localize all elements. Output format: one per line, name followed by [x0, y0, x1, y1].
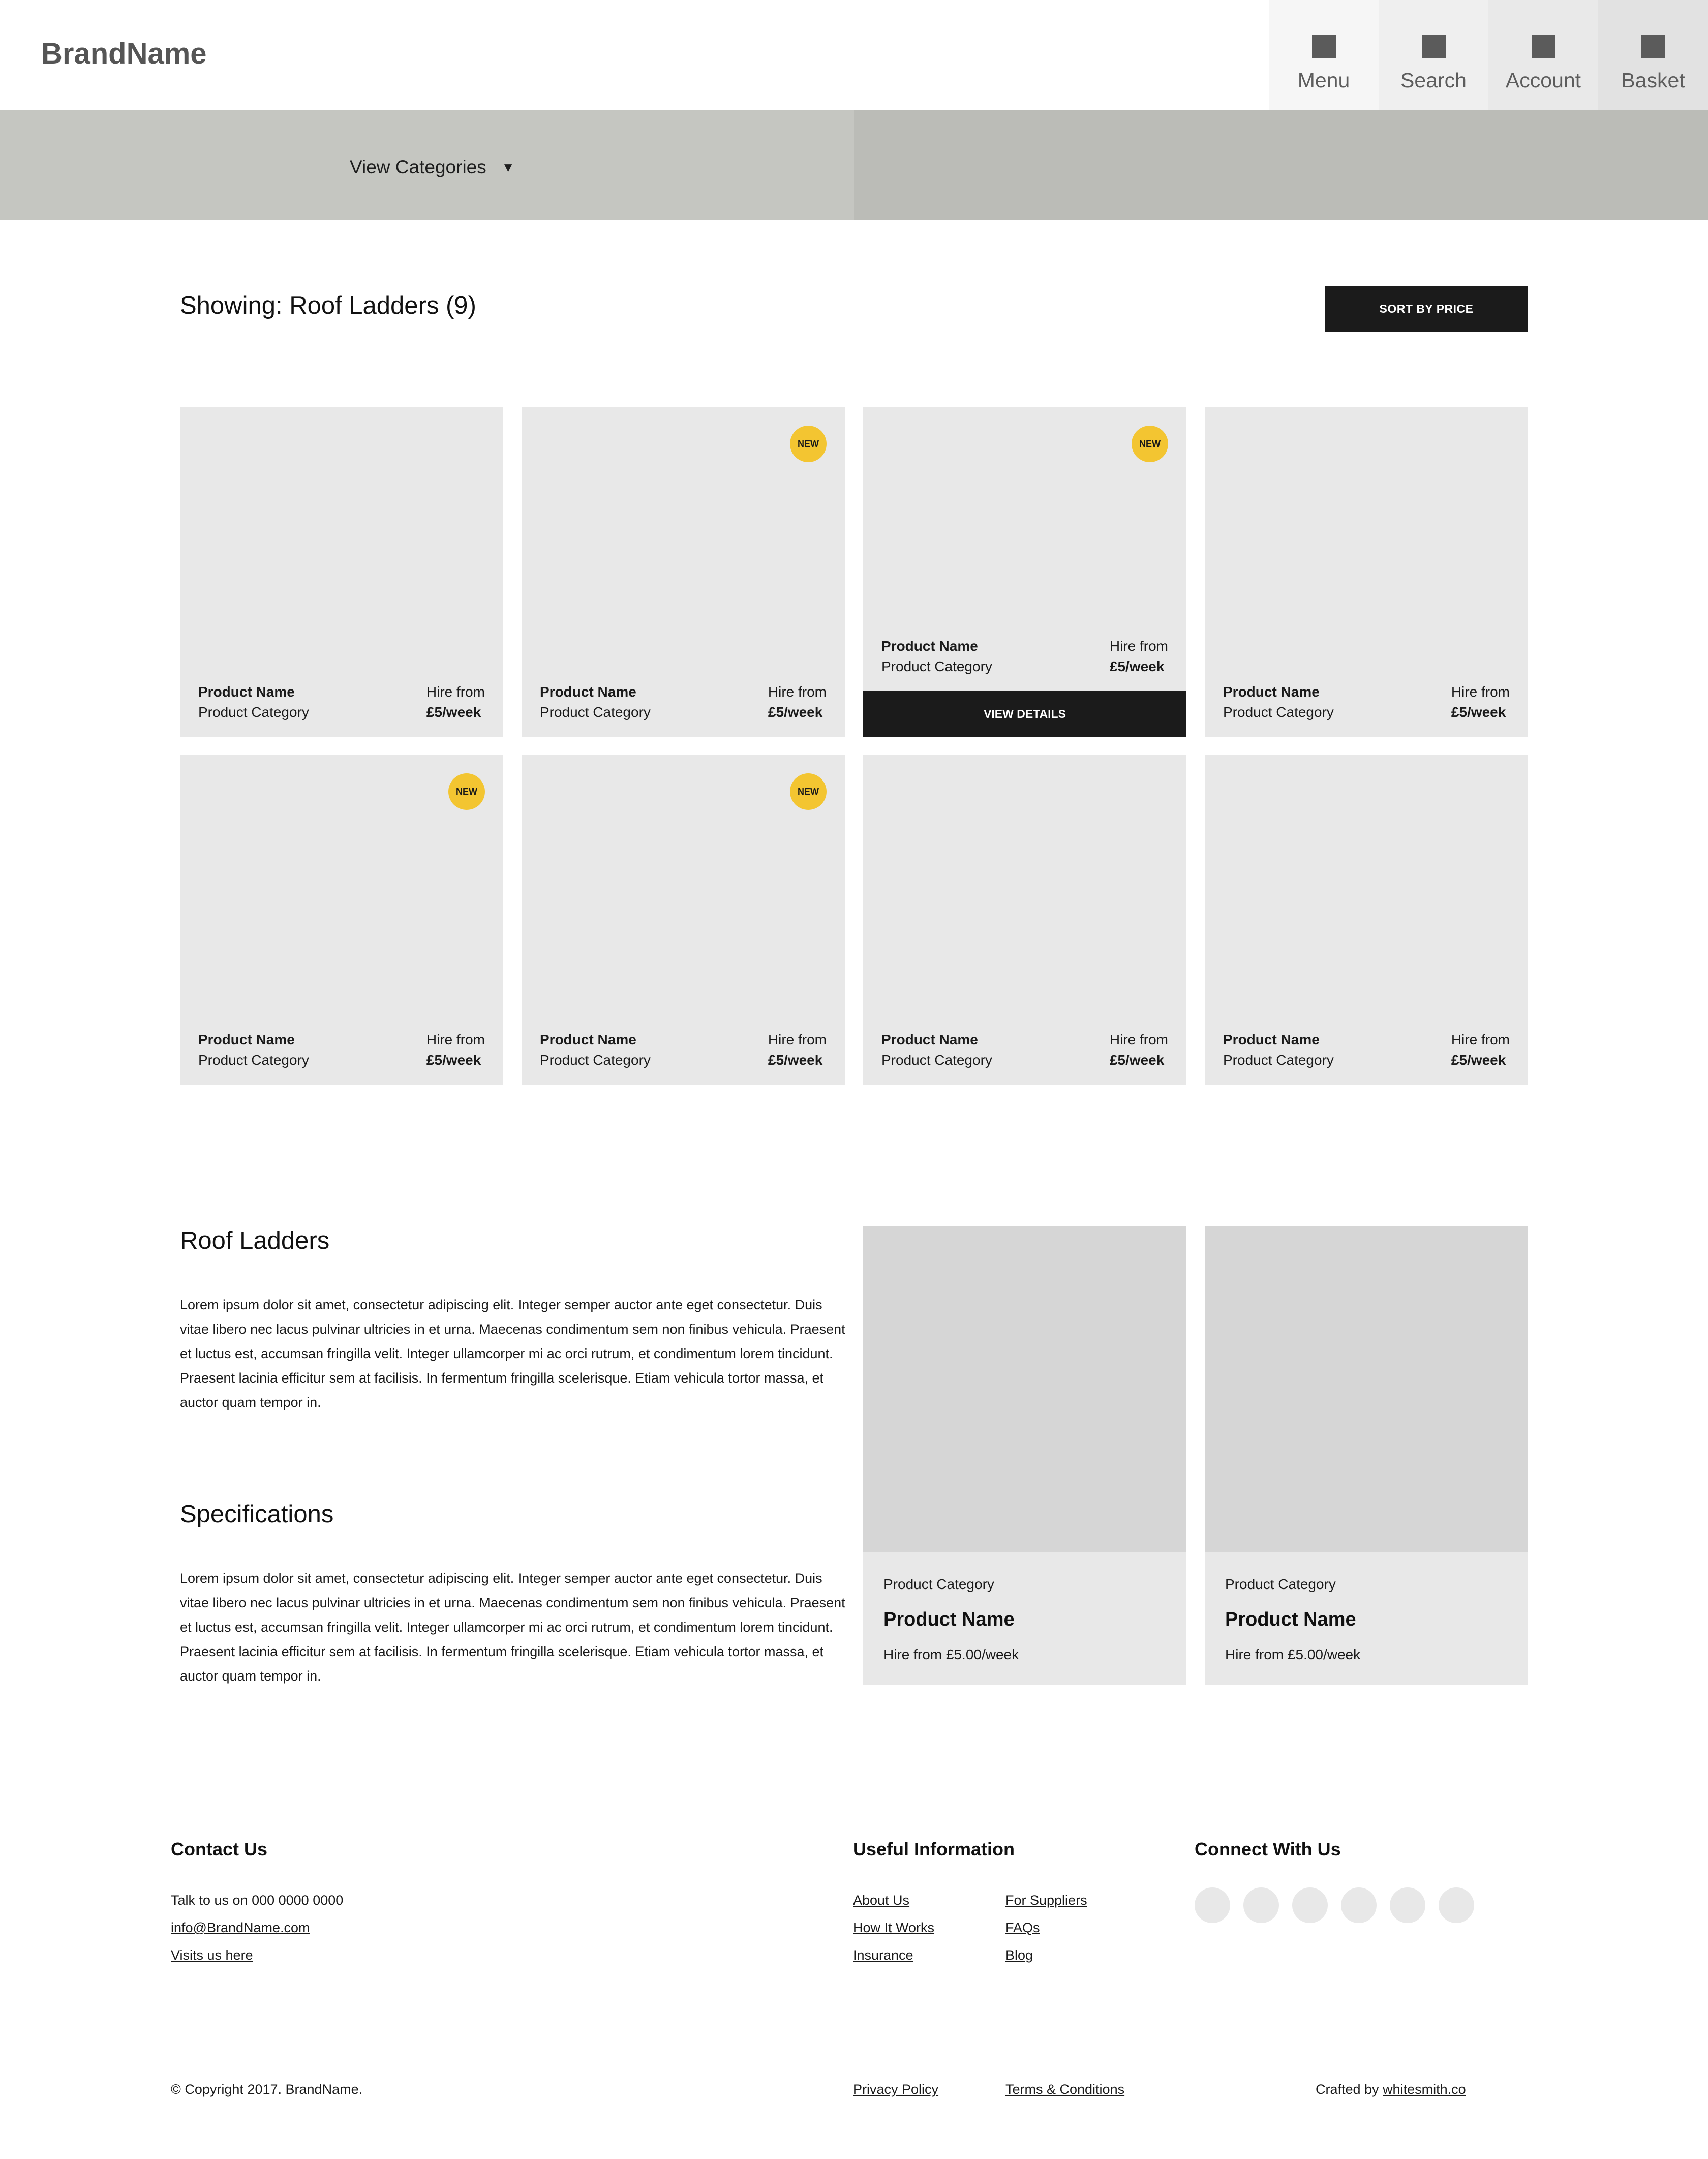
terms-link[interactable]: Terms & Conditions [1005, 2082, 1125, 2097]
product-price: Hire from £5.00/week [1225, 1646, 1361, 1662]
hire-from-label: Hire from [1451, 684, 1510, 700]
product-category: Product Category [540, 704, 651, 720]
product-category: Product Category [881, 658, 992, 674]
copyright: © Copyright 2017. BrandName. [171, 2082, 363, 2097]
product-info [1223, 682, 1510, 723]
product-category: Product Category [881, 1052, 992, 1068]
description-title: Roof Ladders [180, 1227, 330, 1254]
new-badge: NEW [1132, 426, 1168, 462]
product-info [540, 682, 827, 723]
crafted-by-prefix: Crafted by [1316, 2082, 1383, 2097]
product-category: Product Category [1223, 1052, 1334, 1068]
privacy-policy-link[interactable]: Privacy Policy [853, 2082, 939, 2097]
product-name: Product Name [540, 684, 636, 700]
new-badge: NEW [790, 773, 827, 810]
product-category: Product Category [198, 704, 309, 720]
product-name: Product Name [198, 684, 295, 700]
product-card[interactable] [1205, 407, 1528, 737]
social-icon[interactable] [1390, 1887, 1425, 1923]
visit-us-link[interactable]: Visits us here [171, 1947, 253, 1963]
product-price: £5/week [426, 704, 481, 720]
product-price: £5/week [426, 1052, 481, 1068]
product-info [198, 1030, 485, 1070]
how-it-works-link[interactable]: How It Works [853, 1920, 935, 1935]
hire-from-label: Hire from [426, 684, 485, 700]
social-icon[interactable] [1341, 1887, 1377, 1923]
product-price: £5/week [1109, 1052, 1165, 1068]
product-name: Product Name [1223, 684, 1320, 700]
product-price: £5/week [1451, 704, 1506, 720]
sort-by-price-button[interactable]: SORT BY PRICE [1325, 286, 1528, 332]
product-info [198, 682, 485, 723]
for-suppliers-link[interactable]: For Suppliers [1005, 1893, 1087, 1908]
product-info [881, 636, 1168, 677]
product-info [881, 1030, 1168, 1070]
hire-from-label: Hire from [768, 1032, 827, 1047]
product-info [1223, 1030, 1510, 1070]
useful-info-title: Useful Information [853, 1839, 1015, 1860]
product-card[interactable] [863, 755, 1186, 1085]
description-body: Lorem ipsum dolor sit amet, consectetur adipiscing elit. Integer semper auctor ante eget consectetur. Duis vitae libero nec lacus pulvinar ultricies in et urna. Maecenas condimentum sem non finibus vehicula. Praesent et luctus est, accumsan fringilla velit. Integer ullamcorper mi ac orci rutrum, et condimentum lorem tincidunt. Praesent lacinia efficitur sem at facilisis. In fermentum fringilla scelerisque. Etiam vehicula tortor massa, et auctor quam tempor in. [180, 1297, 845, 1410]
hire-from-label: Hire from [1451, 1032, 1510, 1047]
product-name: Product Name [881, 638, 978, 654]
social-icon[interactable] [1243, 1887, 1279, 1923]
product-category: Product Category [1225, 1576, 1336, 1592]
hire-from-label: Hire from [1109, 1032, 1168, 1047]
product-price: £5/week [768, 704, 823, 720]
menu-label: Menu [1297, 69, 1350, 92]
contact-title: Contact Us [171, 1839, 268, 1860]
whitesmith-link[interactable]: whitesmith.co [1383, 2082, 1466, 2097]
product-card[interactable] [180, 407, 503, 737]
featured-product-card[interactable] [1205, 1226, 1528, 1685]
product-price: £5/week [1451, 1052, 1506, 1068]
product-category: Product Category [1223, 704, 1334, 720]
specifications-title: Specifications [180, 1501, 334, 1528]
product-card[interactable] [180, 755, 503, 1085]
account-icon [1532, 35, 1556, 58]
product-category: Product Category [198, 1052, 309, 1068]
hire-from-label: Hire from [1109, 638, 1168, 654]
search-icon [1422, 35, 1446, 58]
crafted-by [1316, 2082, 1466, 2097]
view-details-button[interactable]: VIEW DETAILS [863, 691, 1186, 737]
new-badge: NEW [448, 773, 485, 810]
product-name: Product Name [540, 1032, 636, 1047]
view-categories-dropdown[interactable] [350, 157, 514, 178]
chevron-down-icon: ▼ [501, 159, 515, 175]
product-card-hovered[interactable] [863, 407, 1186, 737]
about-us-link[interactable]: About Us [853, 1893, 910, 1908]
product-card[interactable] [522, 755, 845, 1085]
contact-phone: Talk to us on 000 0000 0000 [171, 1893, 344, 1908]
product-category: Product Category [540, 1052, 651, 1068]
product-name: Product Name [1223, 1032, 1320, 1047]
product-price: £5/week [768, 1052, 823, 1068]
product-name: Product Name [1225, 1609, 1356, 1630]
search-label: Search [1400, 69, 1467, 92]
menu-icon [1312, 35, 1336, 58]
product-name: Product Name [881, 1032, 978, 1047]
results-title: Showing: Roof Ladders (9) [180, 292, 476, 319]
category-bar-right [854, 110, 1708, 220]
insurance-link[interactable]: Insurance [853, 1947, 913, 1963]
faqs-link[interactable]: FAQs [1005, 1920, 1040, 1935]
social-icon[interactable] [1439, 1887, 1474, 1923]
product-price: Hire from £5.00/week [883, 1646, 1019, 1662]
featured-product-card[interactable] [863, 1226, 1186, 1685]
product-image [1205, 1226, 1528, 1552]
account-label: Account [1505, 69, 1581, 92]
basket-label: Basket [1621, 69, 1685, 92]
product-image [863, 1226, 1186, 1552]
product-category: Product Category [883, 1576, 994, 1592]
site-header [0, 0, 1708, 110]
product-name: Product Name [883, 1609, 1015, 1630]
account-button[interactable] [1488, 0, 1598, 110]
brand-logo[interactable]: BrandName [41, 37, 207, 70]
product-price: £5/week [1109, 658, 1165, 674]
basket-icon [1641, 35, 1665, 58]
menu-button[interactable] [1269, 0, 1379, 110]
social-icon[interactable] [1195, 1887, 1230, 1923]
social-icon[interactable] [1292, 1887, 1328, 1923]
basket-button[interactable] [1598, 0, 1708, 110]
product-info [540, 1030, 827, 1070]
product-card[interactable] [1205, 755, 1528, 1085]
contact-email-link[interactable]: info@BrandName.com [171, 1920, 310, 1935]
new-badge: NEW [790, 426, 827, 462]
view-categories-label: View Categories [350, 157, 486, 177]
blog-link[interactable]: Blog [1005, 1947, 1033, 1963]
search-button[interactable] [1379, 0, 1488, 110]
product-name: Product Name [198, 1032, 295, 1047]
hire-from-label: Hire from [768, 684, 827, 700]
hire-from-label: Hire from [426, 1032, 485, 1047]
specifications-body: Lorem ipsum dolor sit amet, consectetur adipiscing elit. Integer semper auctor ante eget consectetur. Duis vitae libero nec lacus pulvinar ultricies in et urna. Maecenas condimentum sem non finibus vehicula. Praesent et luctus est, accumsan fringilla velit. Integer ullamcorper mi ac orci rutrum, et condimentum lorem tincidunt. Praesent lacinia efficitur sem at facilisis. In fermentum fringilla scelerisque. Etiam vehicula tortor massa, et auctor quam tempor in. [180, 1571, 845, 1684]
product-card[interactable] [522, 407, 845, 737]
connect-title: Connect With Us [1195, 1839, 1341, 1860]
